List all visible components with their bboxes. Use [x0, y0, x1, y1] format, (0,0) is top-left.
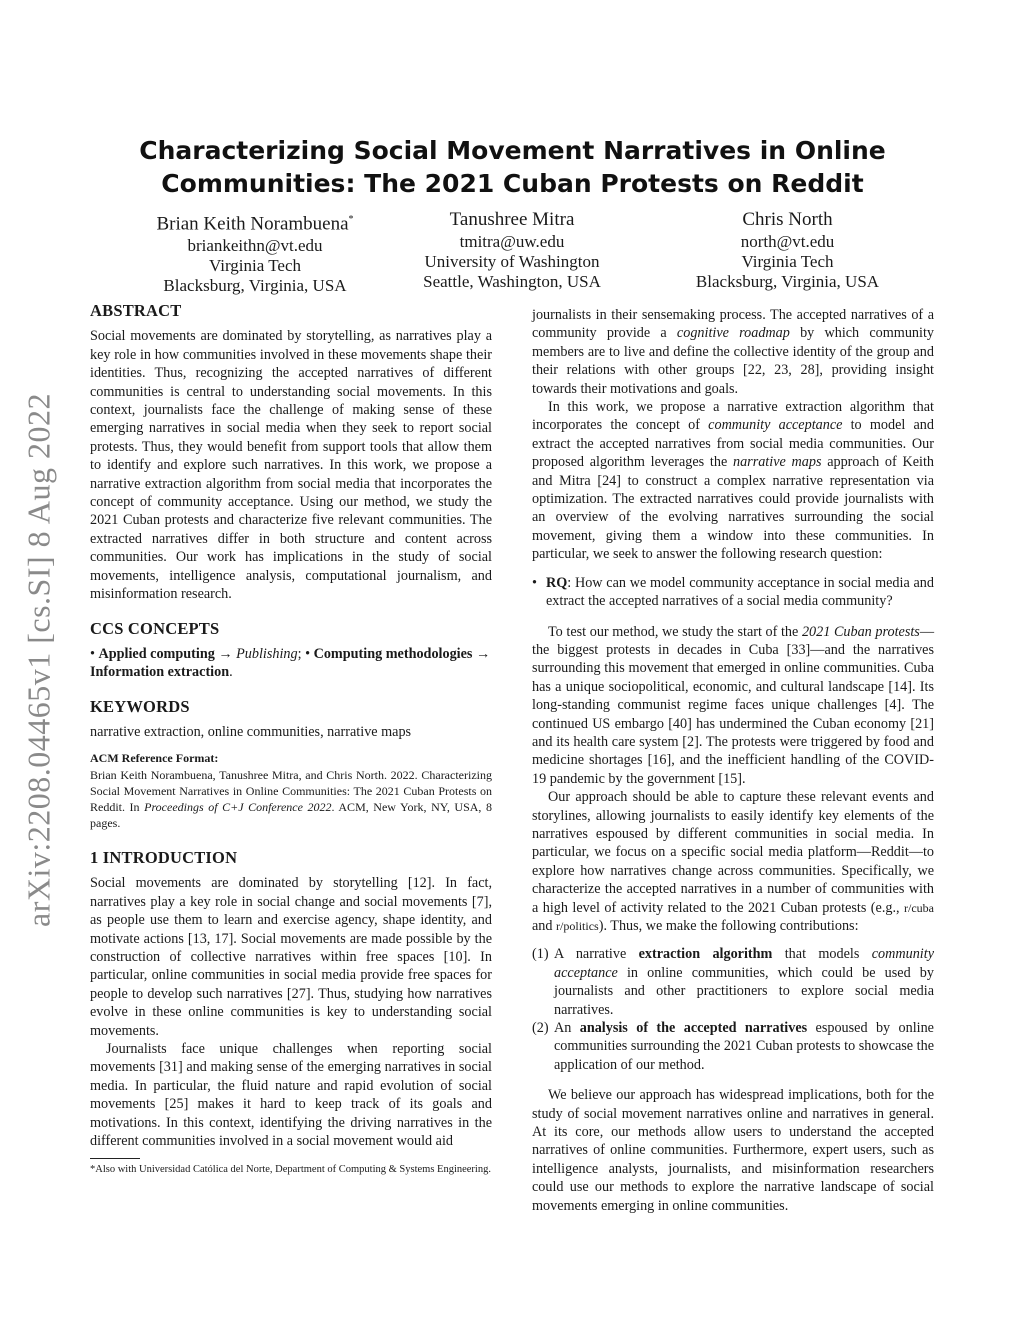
author-affiliation: University of Washington [424, 252, 600, 271]
author-name: Tanushree Mitra [449, 209, 575, 230]
body-paragraph: We believe our approach has widespread implications, both for the study of social movement narratives online and narratives in general. At its core, our methods allow users to understand the accepted narratives of online communities. Furthermore, expert users, such as intelligence analysts, journalists, and misinformation researchers could use our methods to explore the narrative landscape of social movements emerging in online communities. [532, 1087, 934, 1214]
body-paragraph: journalists in their sensemaking process. The accepted narratives of a community provide a cognitive roadmap by which community members are to live and define the collective identity of the group and their relations with other groups [22, 23, 28], providing insight towards their motivations and goals. [532, 307, 934, 397]
footnote-mark: * [348, 214, 354, 225]
author-email: briankeithn@vt.edu [187, 236, 323, 256]
body-paragraph: In this work, we propose a narrative extraction algorithm that incorporates the concept of community acceptance to model and extract the accepted narratives from social media communities. Our proposed algorithm leverages the narrative maps approach of Keith and Mitra [24] to construct a complex narrative representation via optimization. The extracted narratives could provide journalists with an overview of the evolving narratives surrounding the social movement, giving them a window into these communities. In particular, we seek to answer the following research question: [532, 399, 934, 563]
author-location: Blacksburg, Virginia, USA [163, 276, 347, 296]
author-email: north@vt.edu [740, 232, 835, 251]
author-1 [110, 208, 400, 296]
contribution-item: (2) An analysis of the accepted narratives espoused by online communities surrounding the 2021 Cuban protests to showcase the application of our method. [532, 1020, 934, 1073]
right-column [532, 306, 934, 1215]
research-question-list [532, 574, 934, 611]
paper-title [90, 134, 935, 200]
author-location: Blacksburg, Virginia, USA [695, 272, 880, 291]
author-affiliation: Virginia Tech [741, 252, 834, 271]
ccs-term: Applied computing [98, 645, 215, 662]
title-line-1: Characterizing Social Movement Narratives in Online [139, 136, 886, 165]
ccs-term: Information extraction [90, 664, 230, 681]
intro-heading: 1 INTRODUCTION [90, 847, 238, 867]
acm-ref-text: Brian Keith Norambuena, Tanushree Mitra, and Chris North. 2022. Characterizing Social Movement Narratives in Online Communities: The 2021 Cuban Protests on Reddit. In Proceedings of C+J Conference 2022. ACM, New York, NY, USA, 8 pages. [90, 767, 492, 830]
contribution-item: (1) A narrative extraction algorithm that models community acceptance in online communities, which could be used by journalists and other practitioners to explore social media narratives. [532, 946, 934, 1018]
abstract-text: Social movements are dominated by storytelling, as narratives play a key role in how communities involved in these movements shape their identities. Thus, recognizing the accepted narratives of different communities is central to understanding social movements. In this context, journalists face the challenge of making sense of these emerging narratives in social media when they seek to report social protests. Thus, they would benefit from support tools that allow them to identify and explore such narratives. In this work, we propose a narrative extraction algorithm from social media that incorporates the concept of community acceptance. Using our method, we study the 2021 Cuban protests and characterize five relevant communities. The extracted narratives differ in both structure and content across communities. Our work has implications in the study of social movements, intelligence analysis, computational journalism, and misinformation research. [90, 328, 492, 603]
ccs-heading: CCS CONCEPTS [90, 618, 220, 638]
intro-paragraph: Social movements are dominated by storytelling [12]. In fact, narratives play a key role in social change and social movements [7], as people use them to learn and exercise agency, shape identity, and motivate actions [13, 17]. Social movements are made possible by the construction of collective narratives within free spaces [10]. In particular, online communities in social media provide free spaces for people to develop such narratives [27]. Thus, studying how narratives evolve in these online communities is key to understanding social movements. [90, 875, 492, 1039]
footnote: *Also with Universidad Católica del Norte, Department of Computing & Systems Engineering. [90, 1164, 491, 1176]
arrow-glyph: → [475, 645, 491, 662]
left-column [90, 302, 492, 1176]
author-name: Brian Keith Norambuena [156, 213, 349, 235]
author-email: tmitra@uw.edu [459, 232, 565, 251]
author-location: Seattle, Washington, USA [423, 272, 601, 291]
acm-ref-heading: ACM Reference Format: [90, 750, 219, 765]
keywords-text: narrative extraction, online communities, narrative maps [90, 724, 412, 741]
ccs-term: Publishing [236, 645, 298, 662]
abstract-heading: ABSTRACT [90, 301, 182, 320]
footnote-rule [90, 1158, 140, 1159]
keywords-heading: KEYWORDS [90, 696, 190, 716]
intro-paragraph: Journalists face unique challenges when reporting social movements [31] and making sense of the emerging narratives in social media. In particular, the fluid nature and rapid evolution of social movements [25] makes it hard to keep track of its goals and motivations. In this context, identifying the driving narratives in the different communities involved in a social movement would aid [90, 1041, 492, 1150]
arrow-glyph: → [218, 645, 233, 662]
research-question: • RQ: How can we model community acceptance in social media and extract the accepted narratives of a social media community? [532, 574, 934, 611]
title-line-2: Communities: The 2021 Cuban Protests on Reddit [161, 169, 864, 198]
contributions-list [532, 945, 934, 1074]
author-affiliation: Virginia Tech [208, 256, 302, 276]
body-paragraph: Our approach should be able to capture these relevant events and storylines, allowing journalists to easily identify key elements of the narratives espoused by different communities in social media. In particular, we focus on a specific social media platform—Reddit—to explore how narratives change across communities. Specifically, we characterize the accepted narratives in a number of communities with a high level of activity related to the 2021 Cuban protests (e.g., r/cuba and r/politics). Thus, we make the following contributions: [532, 789, 934, 934]
author-3 [665, 208, 910, 292]
author-name: Chris North [742, 209, 833, 230]
ccs-concepts: • Applied computing → Publishing; • Computing methodologies → Information extraction. [90, 645, 491, 681]
author-2 [372, 208, 652, 292]
ccs-term: Computing methodologies [313, 645, 473, 662]
body-paragraph: To test our method, we study the start of the 2021 Cuban protests—the biggest protests in decades in Cuba [33]—and the narratives surrounding this movement that emerged in online communities. Cuba has a unique sociopolitical, economic, and cultural landscape [14]. Its long-standing communist regime faces unique challenges [4]. The continued US embargo [40] has undermined the Cuban economy [21] and its health care system [2]. The protests were triggered by food and medicine shortages [16], and the inefficient handling of the COVID-19 pandemic by the government [15]. [532, 623, 934, 787]
arxiv-stamp: arXiv:2208.04465v1 [cs.SI] 8 Aug 2022 [20, 392, 57, 928]
subreddit-name: r/cuba [904, 900, 934, 915]
subreddit-name: r/politics [556, 919, 599, 933]
